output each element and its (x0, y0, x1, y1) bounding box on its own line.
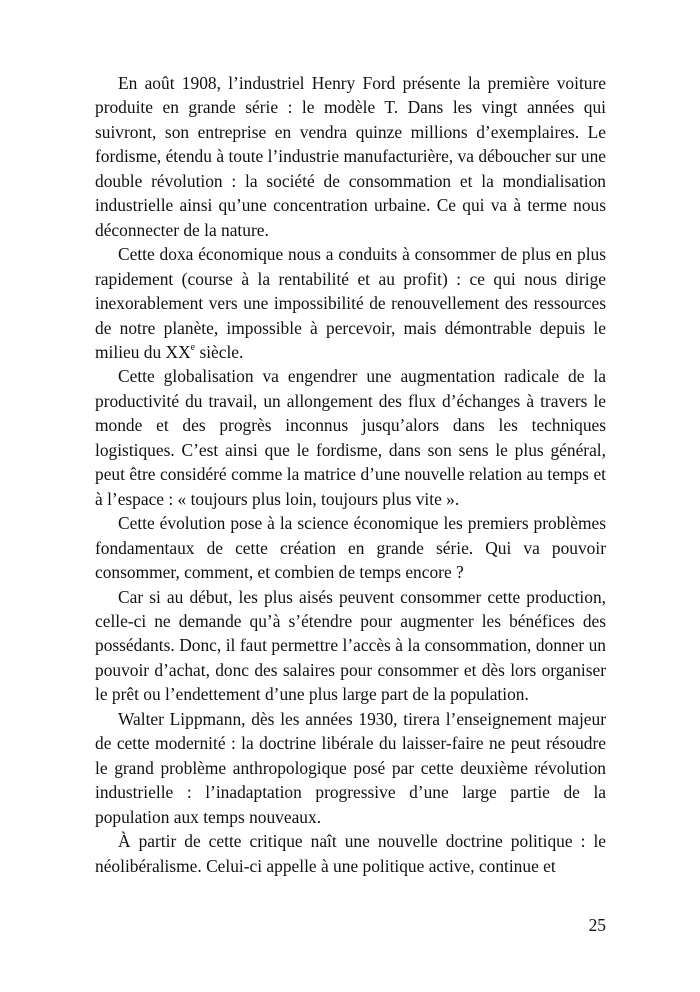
paragraph-globalisation: Cette globalisation va engendrer une augmentation radicale de la productivité du travail, un allongement des flux d’échanges à travers le monde et des progrès inconnus jusqu’alors dans les techniques logistiques. C’est ainsi que le fordisme, dans son sens le plus général, peut être considéré comme la matrice d’une nouvelle relation au temps et à l’espace : « toujours plus loin, toujours plus vite ». (95, 366, 606, 509)
century-superscript: e (190, 342, 196, 354)
paragraph-evolution: Cette évolution pose à la science économique les premiers problèmes fondamentaux de cette création en grande série. Qui va pouvoir consommer, comment, et combien de temps encore ? (95, 513, 606, 583)
paragraph-consumption: Car si au début, les plus aisés peuvent consommer cette production, celle-ci ne demande qu’à s’étendre pour augmenter les bénéfices des possédants. Donc, il faut permettre l’accès à la consommation, donner un pouvoir d’achat, donc des salaires pour consommer et dès lors organiser le prêt ou l’endettement d’une plus large part de la population. (95, 586, 606, 705)
page-number: 25 (588, 915, 606, 935)
paragraph-lippmann: Walter Lippmann, dès les années 1930, tirera l’enseignement majeur de cette modernité : la doctrine libérale du laisser-faire ne peut résoudre le grand problème anthropologique posé par cette deuxième révolution industrielle : l’inadaptation progressive d’une large partie de la population aux temps nouveaux. (95, 708, 606, 827)
paragraph-economic-doxa (95, 242, 606, 364)
document-page (95, 71, 606, 878)
paragraph-ford-model-t: En août 1908, l’industriel Henry Ford présente la première voiture produite en grande série : le modèle T. Dans les vingt années qui suivront, son entreprise en vendra quinze millions d’exemplaires. Le fordisme, étendu à toute l’industrie manufacturière, va déboucher sur une double révolution : la société de consommation et la mondialisation industrielle ainsi qu’une concentration urbaine. Ce qui va à terme nous déconnecter de la nature. (95, 73, 606, 240)
paragraph-neoliberalism: À partir de cette critique naît une nouvelle doctrine politique : le néolibéralisme. Celui-ci appelle à une politique active, continue et (95, 831, 606, 876)
paragraph-text: Cette doxa économique nous a conduits à consommer de plus en plus rapidement (course à la rentabilité et au profit) : ce qui nous dirige inexorablement vers une impossibilité de renouvellement des ressources de notre planète, impossible à percevoir, mais démontrable depuis le milieu du XX (95, 244, 606, 362)
paragraph-text: siècle. (195, 341, 244, 362)
